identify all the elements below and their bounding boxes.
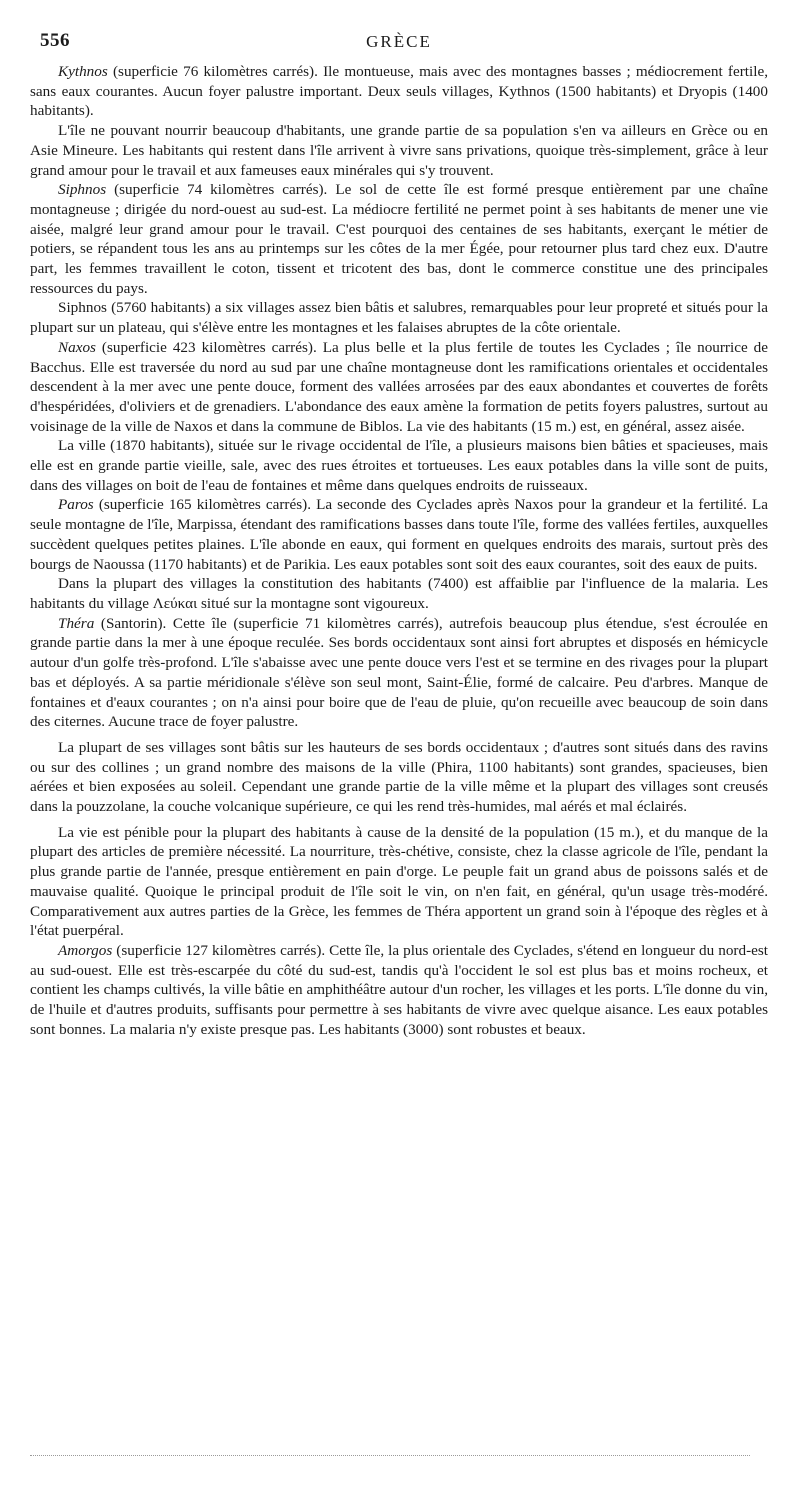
paragraph-text: (superficie 127 kilomètres carrés). Cette île, la plus orientale des Cyclades, s'étend en longueur du nord-est au sud-ouest. Elle est très-escarpée du côté du sud-est, tandis qu'à l'occident le sol est plus bas et moins rocheux, et contient les champs cultivés, la ville bâtie en amphithéâtre autour d'un rocher, les villages et les ports. L'île donne du vin, de l'huile et d'autres produits, suffisants pour permettre à ses habitants de vivre avec quelque aisance. Les eaux potables sont bonnes. La malaria n'y existe presque pas. Les habitants (3000) sont robustes et beaux. [30, 941, 768, 1038]
paragraph-text: (superficie 76 kilomètres carrés). Ile montueuse, mais avec des montagnes basses ; médiocrement fertile, sans eaux courantes. Aucun foyer palustre important. Deux seuls villages, Kythnos (1500 habitants) et Dryopis (1400 habitants). [30, 63, 768, 120]
paragraph-paros [30, 495, 768, 574]
island-name-paros: Paros [58, 496, 94, 514]
paragraph-amorgos [30, 941, 768, 1040]
paragraph-text: La ville (1870 habitants), située sur le rivage occidental de l'île, a plusieurs maisons bien bâties et spacieuses, mais elle est en grande partie vieille, sale, avec des rues étroites et tortueuses. Les eaux potables dans la ville sont de puits, dans des villages on boit de l'eau de fontaines et même dans quelques endroits de ruisseaux. [30, 437, 768, 494]
paragraph-text: (superficie 423 kilomètres carrés). La plus belle et la plus fertile de toutes les Cyclades ; île nourrice de Bacchus. Elle est traversée du nord au sud par une chaîne montagneuse dont les ramifications orientales et occidentales descendent à la mer avec une pente douce, forment des vallées arrosées par des eaux abondantes et couvertes de forêts d'hespéridées, d'oliviers et de grenadiers. L'abondance des eaux amène la formation de petits foyers palustres, surtout au voisinage de la ville de Naxos et dans la commune de Biblos. La vie des habitants (15 m.) est, en général, assez aisée. [30, 338, 768, 435]
paragraph-text: La plupart de ses villages sont bâtis sur les hauteurs de ses bords occidentaux ; d'autres sont situés dans des ravins ou sur des collines ; un grand nombre des maisons de la ville (Phira, 1100 habitants) sont grandes, spacieuses, bien aérées et bien exposées au soleil. Cependant une grande partie de la ville même et la plupart des villages sont creusés dans la pouzzolane, la couche volcanique supérieure, ce qui les rend très-humides, mal aérés et mal éclairés. [30, 738, 768, 816]
running-head: GRÈCE [366, 32, 432, 51]
page-number: 556 [40, 30, 70, 51]
paragraph-kythnos [30, 62, 768, 121]
paragraph-naxos-town [30, 436, 768, 495]
paragraph-text: La vie est pénible pour la plupart des habitants à cause de la densité de la population (15 m.), et du manque de la plupart des articles de première nécessité. La nourriture, très-chétive, consiste, chez la classe agricole de l'île, pendant la plus grande partie de l'année, presque entièrement en pain d'orge. Le peuple fait un grand abus de poissons salés et de mauvaise qualité. Quoique le principal produit de l'île soit le vin, on n'en fait, en général, qu'un usage très-modéré. Comparativement aux autres parties de la Grèce, les femmes de Théra apportent un grand soin à l'époque des règles et à l'état puerpéral. [30, 823, 768, 940]
paragraph-text: Siphnos (5760 habitants) a six villages assez bien bâtis et salubres, remarquables pour leur propreté et situés pour la plupart sur un plateau, qui s'élève entre les montagnes et les falaises abruptes de la côte orientale. [30, 299, 768, 337]
footer-rule [30, 1455, 750, 1456]
island-name-naxos: Naxos [58, 338, 96, 356]
paragraph-text: L'île ne pouvant nourrir beaucoup d'habitants, une grande partie de sa population s'en va ailleurs en Grèce ou en Asie Mineure. Les habitants qui restent dans l'île arrivent à vivre sans privations, quoique très-simplement, grâce à leur grand amour pour le travail et aux fameuses eaux minérales qui s'y trouvent. [30, 122, 768, 179]
paragraph-naxos [30, 338, 768, 437]
document-page [30, 30, 768, 1039]
paragraph-thera [30, 614, 768, 732]
island-name-kythnos: Kythnos [58, 63, 108, 80]
paragraph-paros-malaria [30, 574, 768, 613]
island-name-siphnos: Siphnos [58, 181, 107, 199]
paragraph-text: (superficie 165 kilomètres carrés). La seconde des Cyclades après Naxos pour la grandeur et la fertilité. La seule montagne de l'île, Marpissa, étendant des ramifications basses dans toute l'île, forme des vallées fertiles, auxquelles succèdent quelques petites plaines. L'île abonde en eaux, qui forment en quelques endroits des marais, surtout près des bourgs de Naoussa (1170 habitants) et de Parikia. Les eaux potables sont soit des eaux courantes, soit des eaux de puits. [30, 496, 768, 573]
paragraph-thera-villages [30, 738, 768, 817]
paragraph-text: Dans la plupart des villages la constitution des habitants (7400) est affaiblie par l'influence de la malaria. Les habitants du village Λεύκαι situé sur la montagne sont vigoureux. [30, 575, 768, 612]
island-name-thera: Théra [58, 614, 95, 632]
paragraph-text: (superficie 74 kilomètres carrés). Le sol de cette île est formé presque entièrement par une chaîne montagneuse ; dirigée du nord-ouest au sud-est. La médiocre fertilité ne permet point à ses habitants de mener une vie aisée, malgré leur grand amour pour le travail. C'est pourquoi des centaines de ses habitants, exerçant le métier de potiers, se répandent tous les ans au printemps sur les côtes de la mer Égée, pour retourner plus tard chez eux. D'autre part, les femmes travaillent le coton, tissent et tricotent des bas, dont le commerce constitue une des principales ressources du pays. [30, 181, 768, 297]
island-name-amorgos: Amorgos [58, 941, 113, 959]
paragraph-kythnos-population [30, 121, 768, 180]
paragraph-thera-life [30, 823, 768, 941]
paragraph-text: (Santorin). Cette île (superficie 71 kilomètres carrés), autrefois beaucoup plus étendue, s'est écroulée en grande partie dans la mer à une époque reculée. Ses bords occidentaux sont ainsi fort abruptes et disposés en hémicycle autour d'un golfe très-profond. L'île s'abaisse avec une pente douce vers l'est et se termine en des rivages pour la plupart bas et déployés. A sa partie méridionale s'élève son seul mont, Saint-Élie, formé de calcaire. Peu d'arbres. Manque de fontaines et d'eaux courantes ; on n'a ainsi pour boire que de l'eau de pluie, qu'on recueille avec beaucoup de soin dans des citernes. Aucune trace de foyer palustre. [30, 614, 768, 731]
paragraph-siphnos [30, 180, 768, 298]
body-text [30, 62, 768, 1039]
paragraph-siphnos-villages [30, 298, 768, 337]
page-header [30, 30, 768, 56]
